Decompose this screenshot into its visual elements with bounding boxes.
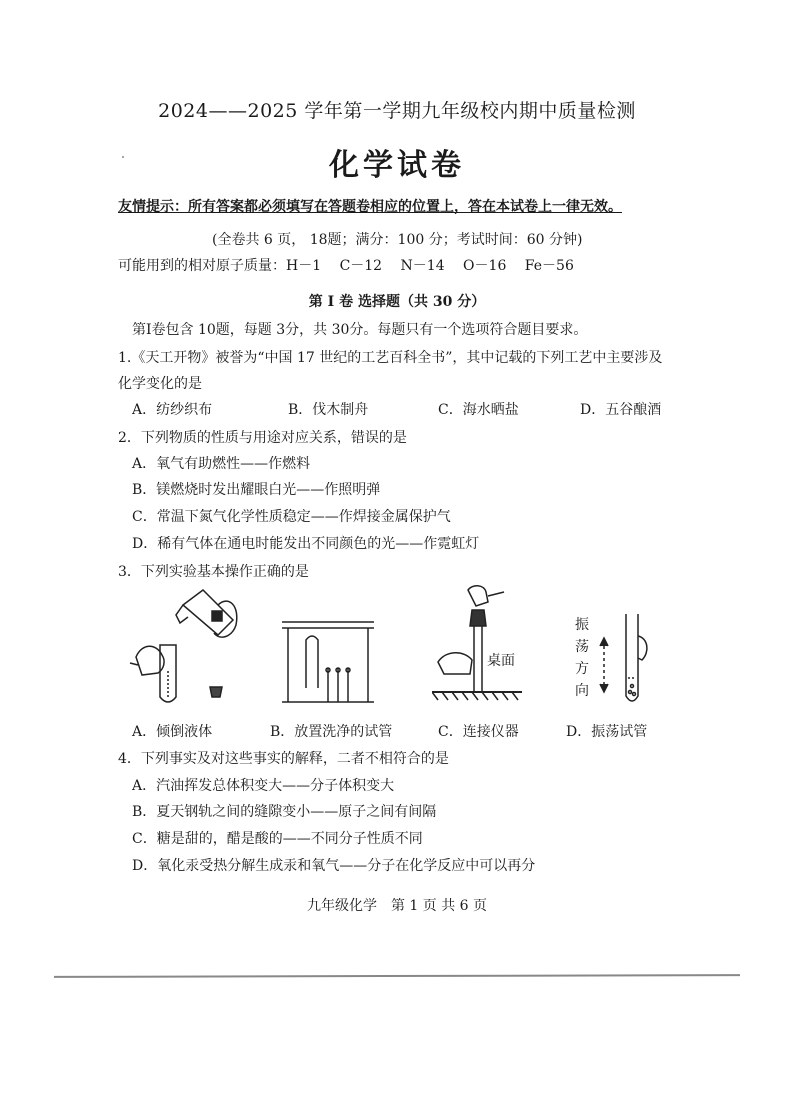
q2-option-a: A．氧气有助燃性——作燃料 <box>132 456 311 472</box>
figure-shaking-test-tube <box>592 612 652 708</box>
friendly-tip: 友情提示：所有答案都必须填写在答题卷相应的位置上，答在本试卷上一律无效。 <box>118 199 622 215</box>
shake-char-2: 荡 <box>575 639 589 655</box>
q1-option-c: C．海水晒盐 <box>438 402 519 418</box>
q1-stem-line2: 化学变化的是 <box>118 376 202 392</box>
page-footer: 九年级化学 第 1 页 共 6 页 <box>306 898 488 914</box>
q1-option-b: B．伐木制舟 <box>288 402 369 418</box>
q1-option-d: D．五谷酿酒 <box>580 402 662 418</box>
q2-stem: 2．下列物质的性质与用途对应关系，错误的是 <box>118 430 407 446</box>
section-title: 第 I 卷 选择题（共 30 分） <box>308 294 486 310</box>
scan-speck <box>122 156 124 158</box>
desk-label: 桌面 <box>487 653 515 669</box>
q4-option-b: B．夏天钢轨之间的缝隙变小——原子之间有间隔 <box>132 804 437 820</box>
exam-info: (全卷共 6 页， 18题；满分：100 分；考试时间：60 分钟) <box>212 232 583 248</box>
shake-direction-label <box>575 614 591 702</box>
q2-option-b: B．镁燃烧时发出耀眼白光——作照明弹 <box>132 482 381 498</box>
q4-option-a: A．汽油挥发总体积变大——分子体积变大 <box>132 778 395 794</box>
q3-option-b: B．放置洗净的试管 <box>270 724 393 740</box>
subject-title: 化学试卷 <box>329 148 465 183</box>
q4-option-c: C．糖是甜的，醋是酸的——不同分子性质不同 <box>132 831 423 847</box>
shake-char-4: 向 <box>575 683 589 699</box>
q4-stem: 4．下列事实及对这些事实的解释，二者不相符合的是 <box>118 751 449 767</box>
q1-stem-line1: 1.《天工开物》被誉为“中国 17 世纪的工艺百科全书”，其中记载的下列工艺中主要涉及 <box>118 350 663 366</box>
scan-divider-line <box>54 974 740 978</box>
q2-option-c: C．常温下氮气化学性质稳定——作焊接金属保护气 <box>132 509 451 525</box>
q3-option-a: A．倾倒液体 <box>132 724 213 740</box>
q3-stem: 3．下列实验基本操作正确的是 <box>118 564 309 580</box>
figure-pouring-liquid <box>128 585 248 710</box>
exam-header-title: 2024——2025 学年第一学期九年级校内期中质量检测 <box>158 100 636 122</box>
q4-option-d: D．氧化汞受热分解生成汞和氧气——分子在化学反应中可以再分 <box>132 858 536 874</box>
q3-option-c: C．连接仪器 <box>438 724 519 740</box>
shake-char-3: 方 <box>575 661 589 677</box>
q3-option-d: D．振荡试管 <box>566 724 648 740</box>
section-intro: 第Ⅰ卷包含 10题，每题 3分，共 30分。每题只有一个选项符合题目要求。 <box>132 322 588 338</box>
q2-option-d: D．稀有气体在通电时能发出不同颜色的光——作霓虹灯 <box>132 536 480 552</box>
shake-char-1: 振 <box>575 617 589 633</box>
q1-option-a: A．纺纱织布 <box>132 402 213 418</box>
figure-test-tube-rack <box>278 618 378 708</box>
figure-connecting-apparatus <box>432 582 522 712</box>
atomic-masses: 可能用到的相对原子质量：H－1 C－12 N－14 O－16 Fe－56 <box>118 258 574 274</box>
